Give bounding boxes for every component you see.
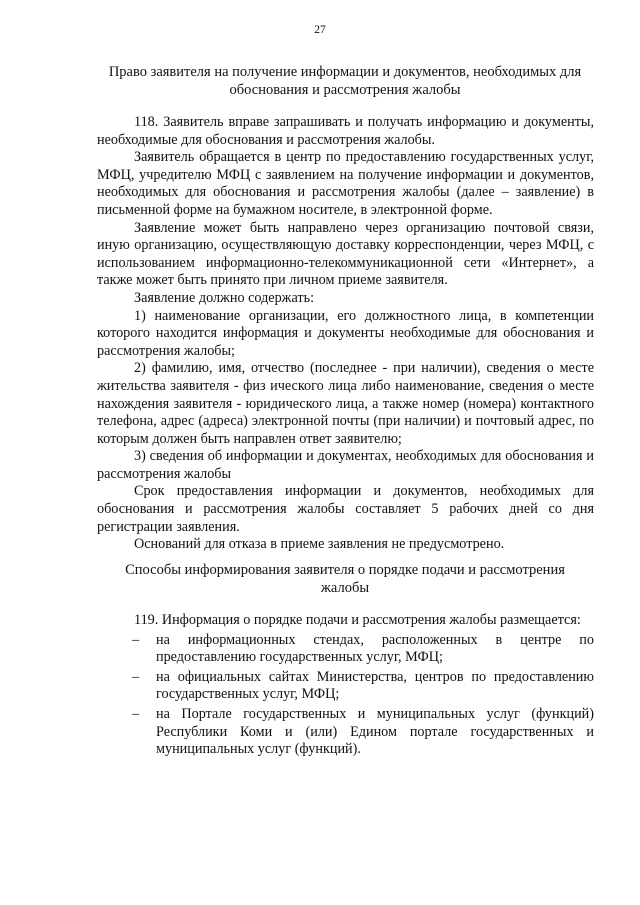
dash-marker: – (132, 631, 140, 648)
paragraph-item-1: 1) наименование организации, его должностного лица, в компетенции которого находится информация и документы необходимые для обоснования и рассмотрения жалобы; (97, 307, 594, 359)
section-heading-rights: Право заявителя на получение информации и документов, необходимых для обоснования и рассмотрения жалобы (108, 64, 582, 98)
list-item (97, 706, 594, 759)
paragraph-118: 118. Заявитель вправе запрашивать и получать информацию и документы, необходимые для обоснования и рассмотрения жалобы. (97, 114, 594, 148)
paragraph-item-2: 2) фамилию, имя, отчество (последнее - при наличии), сведения о месте жительства заявителя - физ ического лица либо наименование, сведения о месте нахождения заявителя - юридического лица, а также номер (номера) контактного телефона, адрес (адреса) электронной почты (при наличии) и почтовый адрес, по которым должен быть направлен ответ заявителю; (97, 360, 594, 447)
list-item (97, 669, 594, 704)
paragraph-sending-methods: Заявление может быть направлено через организацию почтовой связи, иную организацию, осуществляющую доставку корреспонденции, через МФЦ, с использованием информационно-телекоммуникационной сети «Интернет», а также может быть принято при личном приеме заявителя. (97, 219, 594, 289)
page-number: 27 (314, 24, 326, 36)
list-item-text: на официальных сайтах Министерства, центров по предоставлению государственных услуг, МФЦ; (156, 668, 594, 703)
dash-marker: – (132, 668, 140, 685)
section-body-informing (97, 612, 594, 761)
dash-marker: – (132, 705, 140, 722)
list-item-text: на Портале государственных и муниципальных услуг (функций) Республики Коми и (или) Едином портале государственных и муниципальных услуг (функций). (156, 705, 594, 758)
paragraph-content-intro: Заявление должно содержать: (134, 289, 315, 306)
paragraph-application-submission: Заявитель обращается в центр по предоставлению государственных услуг, МФЦ, учредителю МФЦ с заявлением на получение информации и документов, необходимых для обоснования и рассмотрения жалобы (далее – заявление) в письменной форме на бумажном носителе, в электронной форме. (97, 149, 594, 218)
section-body-rights (97, 114, 594, 554)
paragraph-no-refusal: Оснований для отказа в приеме заявления не предусмотрено. (134, 536, 505, 553)
section-heading-informing: Способы информирования заявителя о порядке подачи и рассмотрения жалобы (125, 562, 565, 596)
paragraph-item-3: 3) сведения об информации и документах, необходимых для обоснования и рассмотрения жалобы (97, 448, 594, 482)
paragraph-term: Срок предоставления информации и документов, необходимых для обоснования и рассмотрения жалобы составляет 5 рабочих дней со дня регистрации заявления. (97, 483, 594, 535)
paragraph-119: 119. Информация о порядке подачи и рассмотрения жалобы размещается: (134, 612, 581, 628)
list-item-text: на информационных стендах, расположенных в центре по предоставлению государственных услуг, МФЦ; (156, 631, 594, 666)
list-item (97, 632, 594, 667)
